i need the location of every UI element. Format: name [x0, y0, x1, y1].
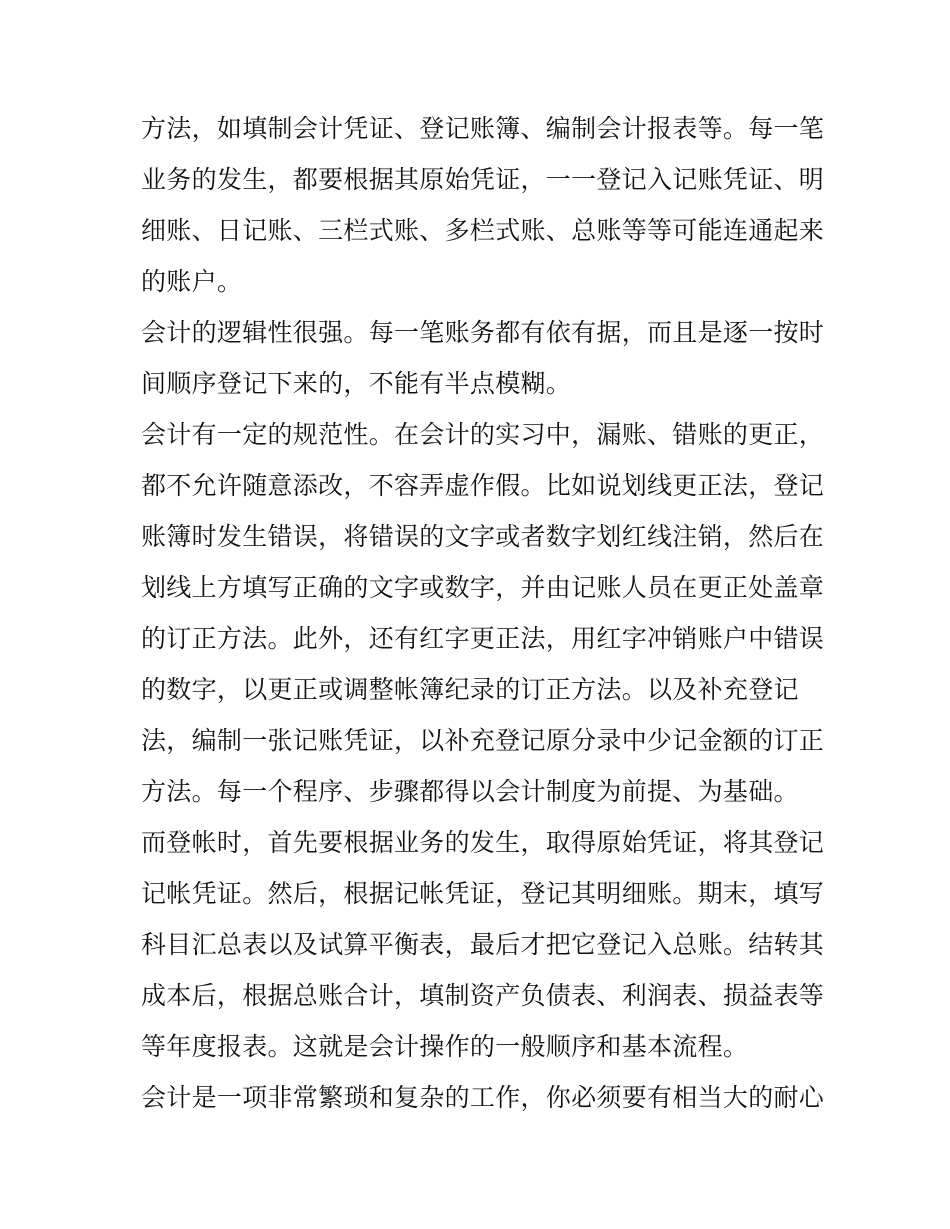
text-line: 的订正方法。此外，还有红字更正法，用红字冲销账户中错误 [141, 624, 825, 653]
text-line: 业务的发生，都要根据其原始凭证，一一登记入记账凭证、明 [141, 165, 825, 194]
text-line: 等年度报表。这就是会计操作的一般顺序和基本流程。 [141, 1032, 749, 1061]
text-line: 会计有一定的规范性。在会计的实习中，漏账、错账的更正， [141, 420, 825, 449]
text-line: 成本后，根据总账合计，填制资产负债表、利润表、损益表等 [141, 981, 825, 1010]
text-line: 科目汇总表以及试算平衡表，最后才把它登记入总账。结转其 [141, 930, 825, 959]
text-line: 细账、日记账、三栏式账、多栏式账、总账等等可能连通起来 [141, 216, 825, 245]
text-line: 间顺序登记下来的，不能有半点模糊。 [141, 369, 572, 398]
text-line: 会计的逻辑性很强。每一笔账务都有依有据，而且是逐一按时 [141, 318, 825, 347]
text-line: 的数字，以更正或调整帐簿纪录的订正方法。以及补充登记 [141, 675, 799, 704]
text-line: 的账户。 [141, 267, 243, 296]
text-line: 方法，如填制会计凭证、登记账簿、编制会计报表等。每一笔 [141, 114, 825, 143]
text-line: 而登帐时，首先要根据业务的发生，取得原始凭证，将其登记 [141, 828, 825, 857]
text-line: 划线上方填写正确的文字或数字，并由记账人员在更正处盖章 [141, 573, 825, 602]
text-line: 法，编制一张记账凭证，以补充登记原分录中少记金额的订正 [141, 726, 825, 755]
text-line: 都不允许随意添改，不容弄虚作假。比如说划线更正法，登记 [141, 471, 825, 500]
text-line: 账簿时发生错误，将错误的文字或者数字划红线注销，然后在 [141, 522, 825, 551]
text-line: 会计是一项非常繁琐和复杂的工作，你必须要有相当大的耐心 [141, 1083, 825, 1112]
text-line: 记帐凭证。然后，根据记帐凭证，登记其明细账。期末，填写 [141, 879, 825, 908]
text-line: 方法。每一个程序、步骤都得以会计制度为前提、为基础。 [141, 777, 799, 806]
document-body-text [141, 103, 825, 1123]
